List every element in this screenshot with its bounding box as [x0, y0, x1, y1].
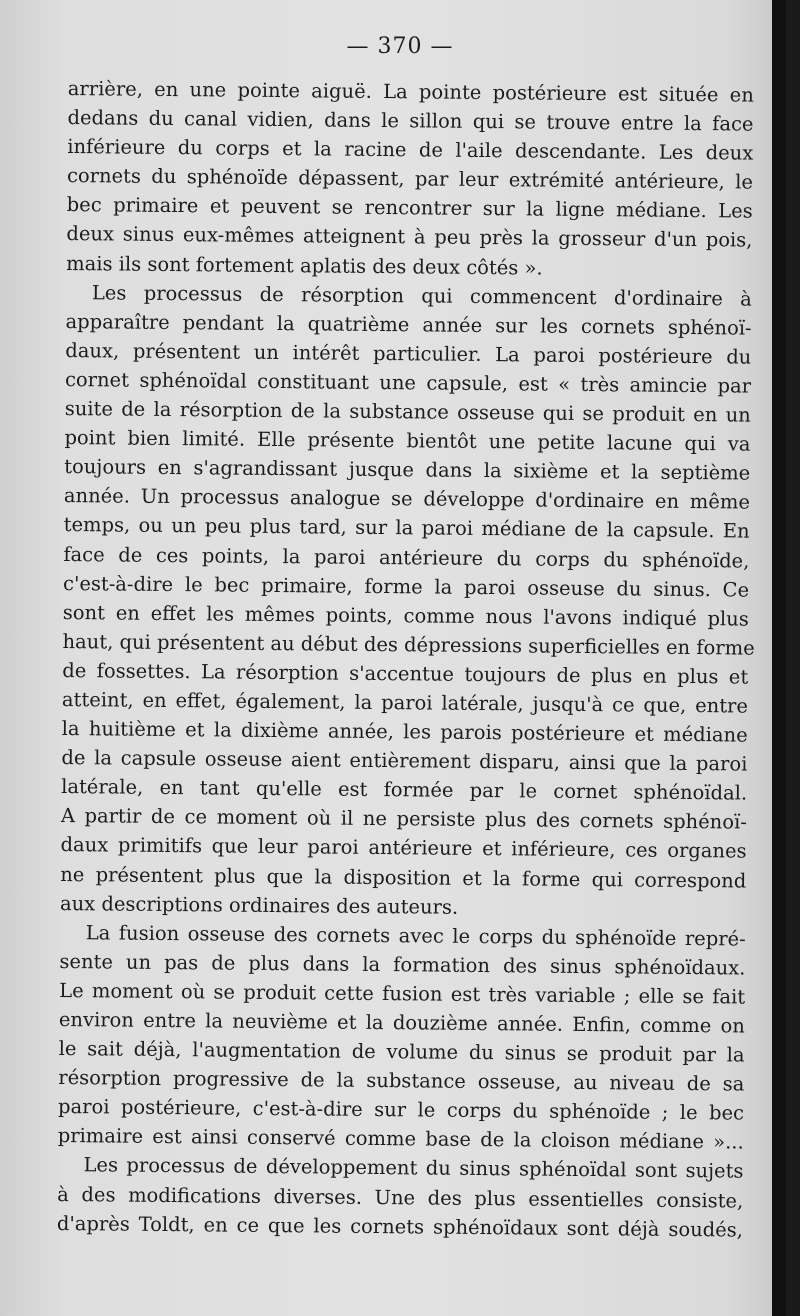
text-line: A partir de ce moment où il ne persiste plus des cornets sphénoï- — [60, 804, 747, 834]
text-line: Les processus de développement du sinus sphénoïdal sont sujets — [83, 1153, 744, 1184]
text-line: daux, présentent un intérêt particulier. La paroi postérieure du — [65, 338, 752, 369]
text-line: inférieure du corps et la racine de l'aile descendante. Les deux — [67, 135, 754, 165]
text-line: point bien limité. Elle présente bientôt une petite lacune qui va — [64, 426, 751, 456]
text-line: année. Un processus analogue se développe d'ordinaire en même — [63, 484, 751, 514]
text-line: de fossettes. La résorption s'accentue toujours de plus en plus et — [62, 658, 749, 689]
text-line: deux sinus eux-mêmes atteignent à peu près la grosseur d'un pois, — [66, 222, 753, 253]
text-line: arrière, en une pointe aiguë. La pointe postérieure est située en — [67, 76, 754, 107]
text-line: à des modifications diverses. Une des plus essentielles consiste, — [57, 1182, 744, 1213]
text-line: suite de la résorption de la substance osseuse qui se produit en un — [64, 397, 751, 427]
text-line: résorption progressive de la substance osseuse, au niveau de sa — [58, 1066, 745, 1096]
page-number: — 370 — — [346, 34, 454, 59]
text-line: haut, qui présentent au début des dépressions superficielles en forme — [62, 629, 755, 660]
text-line: c'est-à-dire le bec primaire, forme la paroi osseuse du sinus. Ce — [63, 571, 750, 602]
text-line: toujours en s'agrandissant jusque dans la sixième et la septième — [64, 455, 751, 485]
text-line: environ entre la neuvième et la douzième année. Enfin, comme on — [58, 1007, 746, 1038]
text-line: cornets du sphénoïde dépassent, par leur extrémité antérieure, le — [66, 164, 754, 194]
text-line: la huitième et la dixième année, les parois postérieure et médiane — [61, 717, 748, 747]
text-line: cornet sphénoïdal constituant une capsule, est « très amincie par — [64, 367, 752, 398]
text-line: sente un pas de plus dans la formation des sinus sphénoïdaux. — [59, 949, 746, 980]
page-edge-shadow — [772, 0, 786, 1316]
text-line: daux primitifs que leur paroi antérieure et inférieure, ces organes — [60, 833, 747, 863]
text-line: aux descriptions ordinaires des auteurs. — [59, 891, 459, 919]
text-line: d'après Toldt, en ce que les cornets sphénoïdaux sont déjà soudés, — [56, 1211, 744, 1242]
text-line: Le moment où se produit cette fusion est très variable ; elle se fait — [59, 978, 746, 1009]
body-text — [57, 74, 754, 1244]
text-line: La fusion osseuse des cornets avec le corps du sphénoïde repré- — [85, 920, 746, 951]
text-line: primaire est ainsi conservé comme base de la cloison médiane »... — [57, 1124, 744, 1154]
text-line: mais ils sont fortement aplatis des deux côtés ». — [66, 251, 543, 280]
text-line: Les processus de résorption qui commencent d'ordinaire à — [91, 280, 752, 311]
text-line: atteint, en effet, également, la paroi latérale, jusqu'à ce que, entre — [61, 687, 749, 718]
text-line: face de ces points, la paroi antérieure du corps du sphénoïde, — [63, 542, 750, 573]
text-line: temps, ou un peu plus tard, sur la paroi médiane de la capsule. En — [63, 513, 750, 543]
text-line: apparaître pendant la quatrième année sur les cornets sphénoï- — [65, 309, 752, 340]
text-line: sont en effet les mêmes points, comme nous l'avons indiqué plus — [62, 600, 749, 631]
text-line: dedans du canal vidien, dans le sillon qui se trouve entre la face — [67, 106, 754, 136]
text-line: ne présentent plus que la disposition et la forme qui correspond — [60, 862, 747, 893]
text-line: bec primaire et peuvent se rencontrer sur la ligne médiane. Les — [66, 193, 753, 223]
text-line: paroi postérieure, c'est-à-dire sur le corps du sphénoïde ; le bec — [57, 1095, 745, 1125]
text-line: le sait déjà, l'augmentation de volume du sinus se produit par la — [58, 1037, 745, 1067]
text-line: latérale, en tant qu'elle est formée par le cornet sphénoïdal. — [61, 775, 748, 805]
text-line: de la capsule osseuse aient entièrement disparu, ainsi que la paroi — [61, 746, 748, 776]
